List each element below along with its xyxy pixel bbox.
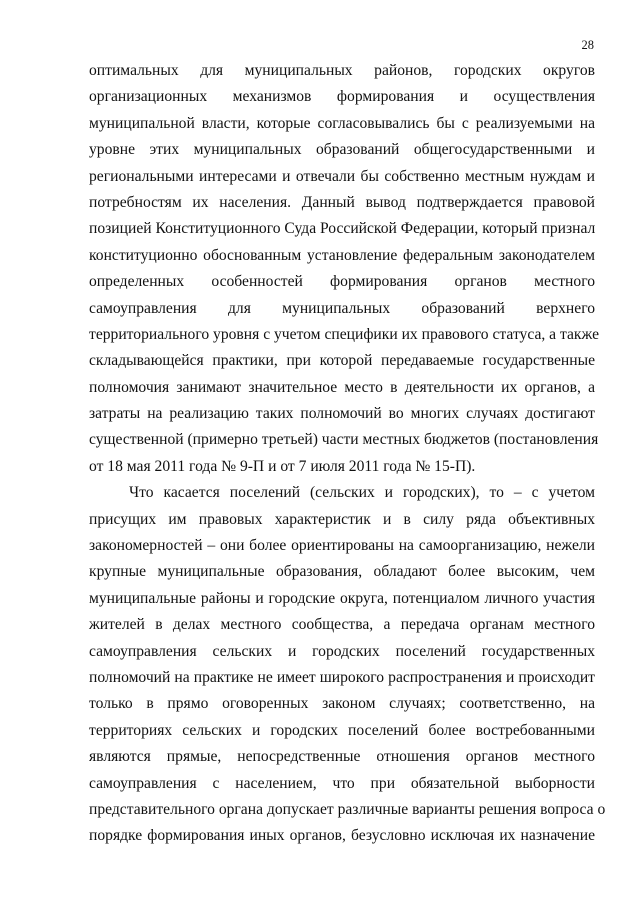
text-line: уровне этих муниципальных образований общегосударственными и xyxy=(89,141,595,159)
text-line: Что касается поселений (сельских и городских), то – с учетом xyxy=(129,484,595,502)
text-line: оптимальных для муниципальных районов, городских округов xyxy=(89,62,595,79)
text-line: самоуправления сельских и городских поселений государственных xyxy=(89,642,595,660)
text-line: территориального уровня с учетом специфики их правового статуса, а также xyxy=(89,325,599,343)
text-line: организационных механизмов формирования и осуществления xyxy=(89,88,595,106)
body-text xyxy=(89,58,606,850)
text-line: полномочий на практике не имеет широкого распространения и происходит xyxy=(89,668,595,686)
text-line: муниципальные районы и городские округа, потенциалом личного участия xyxy=(89,589,595,607)
text-line: полномочия занимают значительное место в деятельности их органов, а xyxy=(89,378,595,396)
text-line: жителей в делах местного сообщества, а передача органам местного xyxy=(89,616,595,634)
text-line: крупные муниципальные образования, обладают более высоким, чем xyxy=(89,563,595,581)
text-line: муниципальной власти, которые согласовывались бы с реализуемыми на xyxy=(89,114,595,132)
text-line: от 18 мая 2011 года № 9-П и от 7 июля 2011 года № 15-П). xyxy=(89,457,476,475)
text-line: потребностям их населения. Данный вывод подтверждается правовой xyxy=(89,193,595,211)
text-line: затраты на реализацию таких полномочий во многих случаях достигают xyxy=(89,405,595,423)
text-line: закономерностей – они более ориентированы на самоорганизацию, нежели xyxy=(89,537,595,555)
text-line: порядке формирования иных органов, безусловно исключая их назначение xyxy=(89,827,595,845)
text-line: региональными интересами и отвечали бы собственно местным нуждам и xyxy=(89,167,595,185)
page-number: 28 xyxy=(581,38,594,52)
text-line: являются прямые, непосредственные отношения органов местного xyxy=(89,748,595,766)
text-line: складывающейся практики, при которой передаваемые государственные xyxy=(89,352,595,370)
text-line: только в прямо оговоренных законом случаях; соответственно, на xyxy=(89,695,595,713)
text-line: самоуправления для муниципальных образований верхнего xyxy=(89,299,595,317)
text-line: позицией Конституционного Суда Российской Федерации, который признал xyxy=(89,220,596,238)
text-line: присущих им правовых характеристик и в силу ряда объективных xyxy=(89,510,595,528)
text-line: конституционно обоснованным установление федеральным законодателем xyxy=(89,246,595,264)
text-line: существенной (примерно третьей) части местных бюджетов (постановления xyxy=(89,431,599,449)
text-line: представительного органа допускает различные варианты решения вопроса о xyxy=(89,800,606,818)
text-line: самоуправления с населением, что при обязательной выборности xyxy=(89,774,595,792)
text-line: территориях сельских и городских поселений более востребованными xyxy=(89,721,595,739)
text-line: определенных особенностей формирования органов местного xyxy=(89,273,595,291)
